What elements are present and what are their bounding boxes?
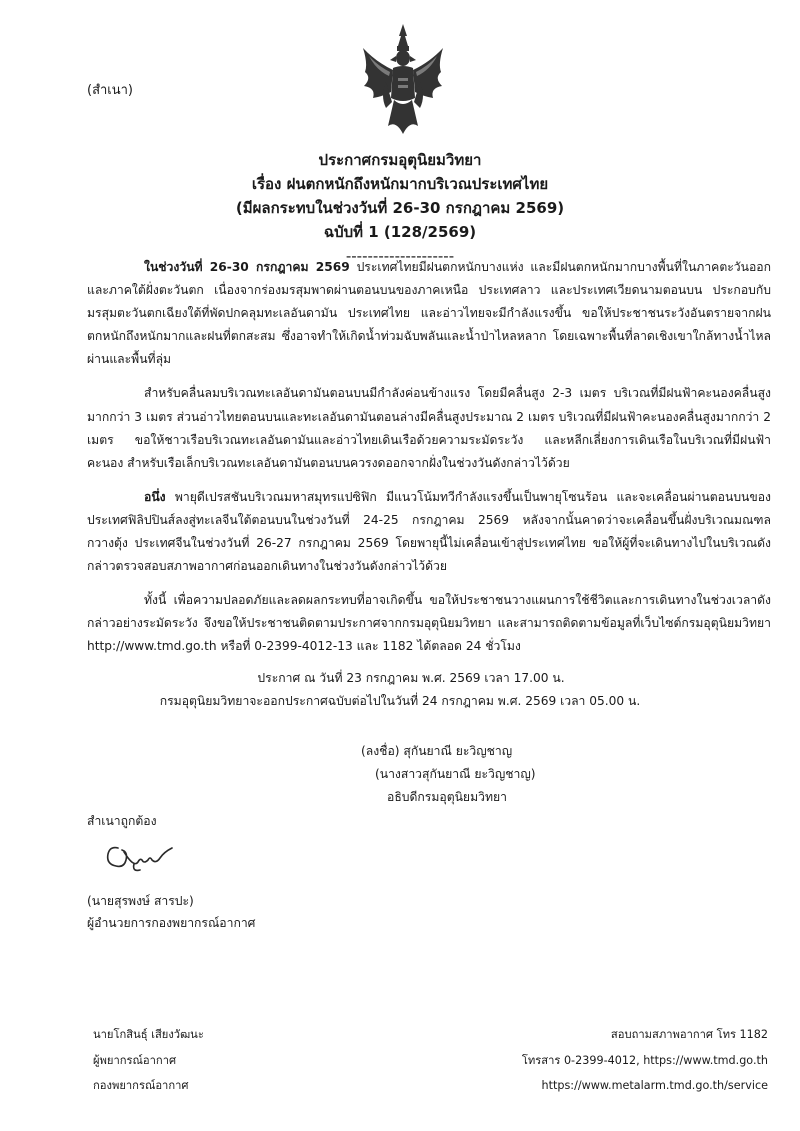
paragraph-text: ประเทศไทยมีฝนตกหนักบางแห่ง และมีฝนตกหนักมากบางพื้นที่ในภาคตะวันออกและภาคใต้ฝั่งตะวันตก เนื่องจากร่องมรสุมพาดผ่านตอนบนของภาคเหนือ ประเทศลาว และประเทศเวียดนามตอนบน ประกอบกับมรสุมตะวันตกเฉียงใต้ที่พัดปกคลุมทะเลอันดามัน ประเทศไทย และอ่าวไทยจะมีกำลังแรงขึ้น ขอให้ประชาชนระวังอันตรายจากฝนตกหนักถึงหนักมากและฝนที่ตกสะสม ซึ่งอาจทำให้เกิดน้ำท่วมฉับพลันและน้ำป่าไหลหลาก โดยเฉพาะพื้นที่ลาดเชิงเขาใกล้ทางน้ำไหลผ่านและพื้นที่ลุ่ม: [87, 260, 771, 367]
signatory-signed: (ลงชื่อ) สุกันยาณี ยะวิญชาญ: [361, 744, 513, 758]
paragraph-text: พายุดีเปรสชันบริเวณมหาสมุทรแปซิฟิก มีแนวโน้มทวีกำลังแรงขึ้นเป็นพายุโซนร้อน และจะเคลื่อนผ่านตอนบนของประเทศฟิลิปปินส์ลงสู่ทะเลจีนใต้ตอนบนในช่วงวันที่ 24-25 กรกฎาคม 2569 หลังจากนั้นคาดว่าจะเคลื่อนขึ้นฝั่งบริเวณมณฑลกวางตุ้ง ประเทศจีนในช่วงวันที่ 26-27 กรกฎาคม 2569 โดยพายุนี้ไม่เคลื่อนเข้าสู่ประเทศไทย ขอให้ผู้ที่จะเดินทางไปในบริเวณดังกล่าวตรวจสอบสภาพอากาศก่อนออกเดินทางในช่วงวันดังกล่าวไว้ด้วย: [87, 489, 771, 574]
announcement-date: [0, 667, 800, 713]
paragraph-text: ทั้งนี้ เพื่อความปลอดภัยและลดผลกระทบที่อาจเกิดขึ้น ขอให้ประชาชนวางแผนการใช้ชีวิตและการเดินทางในช่วงเวลาดังกล่าวอย่างระมัดระวัง จึงขอให้ประชาชนติดตามประกาศจากกรมอุตุนิยมวิทยา และสามารถติดตามข้อมูลที่เว็บไซต์กรมอุตุนิยมวิทยา http://www.tmd.go.th หรือที่ 0-2399-4012-13 และ 1182 ได้ตลอด 24 ชั่วโมง: [87, 593, 771, 654]
certifier-block: [87, 890, 255, 934]
footer-forecaster: [93, 1022, 204, 1099]
footer-contact: [522, 1022, 768, 1099]
next-announcement-line: กรมอุตุนิยมวิทยาจะออกประกาศฉบับต่อไปในวันที่ 24 กรกฎาคม พ.ศ. 2569 เวลา 05.00 น.: [159, 694, 641, 708]
contact-fax-web: โทรสาร 0-2399-4012, https://www.tmd.go.th: [521, 1053, 768, 1067]
forecaster-division: กองพยากรณ์อากาศ: [93, 1079, 189, 1092]
announcement-title: [0, 148, 800, 268]
title-line-period: (มีผลกระทบในช่วงวันที่ 26-30 กรกฎาคม 2569): [235, 199, 565, 217]
certified-copy-label: สำเนาถูกต้อง: [87, 814, 157, 828]
handwritten-signature-icon: [104, 838, 184, 876]
paragraph-lead: ในช่วงวันที่ 26-30 กรกฎาคม 2569: [144, 260, 350, 274]
title-line-issue: ฉบับที่ 1 (128/2569): [323, 223, 477, 241]
body-paragraph: [87, 256, 771, 371]
garuda-emblem-icon: [360, 22, 446, 138]
forecaster-role: ผู้พยากรณ์อากาศ: [93, 1053, 177, 1067]
certifier-name: (นายสุรพงษ์ สารปะ): [87, 894, 194, 908]
signatory-block: [361, 740, 536, 809]
announce-date-line: ประกาศ ณ วันที่ 23 กรกฎาคม พ.ศ. 2569 เวลา 17.00 น.: [257, 671, 565, 685]
contact-service-url: https://www.metalarm.tmd.go.th/service: [541, 1079, 768, 1092]
signatory-name: (นางสาวสุกันยาณี ยะวิญชาญ): [375, 767, 536, 781]
paragraph-lead: อนึ่ง: [144, 489, 166, 504]
title-line-agency: ประกาศกรมอุตุนิยมวิทยา: [318, 151, 482, 169]
forecaster-name: นายโกสินธุ์ เสียงวัฒนะ: [93, 1028, 204, 1041]
body-paragraph: [87, 382, 771, 474]
certifier-position: ผู้อำนวยการกองพยากรณ์อากาศ: [87, 916, 256, 930]
paragraph-text: สำหรับคลื่นลมบริเวณทะเลอันดามันตอนบนมีกำลังค่อนข้างแรง โดยมีคลื่นสูง 2-3 เมตร บริเวณที่มีฝนฟ้าคะนองคลื่นสูงมากกว่า 3 เมตร ส่วนอ่าวไทยตอนบนและทะเลอันดามันตอนล่างมีคลื่นสูงประมาณ 2 เมตร บริเวณที่มีฝนฟ้าคะนองคลื่นสูงมากกว่า 2 เมตร ขอให้ชาวเรือบริเวณทะเลอันดามันและอ่าวไทยเดินเรือด้วยความระมัดระวัง และหลีกเลี่ยงการเดินเรือในบริเวณที่มีฝนฟ้าคะนอง สำหรับเรือเล็กบริเวณทะเลอันดามันตอนบนควรงดออกจากฝั่งในช่วงวันดังกล่าวไว้ด้วย: [87, 386, 771, 470]
copy-mark: (สำเนา): [87, 83, 134, 98]
signatory-position: อธิบดีกรมอุตุนิยมวิทยา: [387, 790, 507, 804]
body-paragraph: [87, 589, 771, 658]
body-paragraph: [87, 486, 771, 578]
title-separator: --------------------: [345, 247, 455, 265]
title-line-subject: เรื่อง ฝนตกหนักถึงหนักมากบริเวณประเทศไทย: [251, 175, 549, 193]
contact-phone: สอบถามสภาพอากาศ โทร 1182: [610, 1028, 768, 1041]
announcement-body: [87, 256, 771, 670]
